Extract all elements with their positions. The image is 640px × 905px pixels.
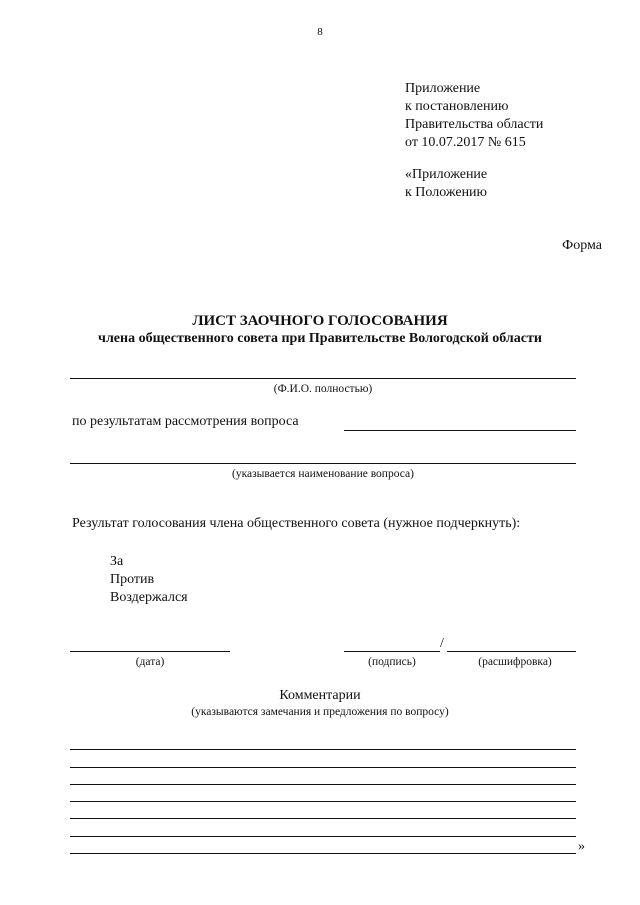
signature-caption: (подпись) bbox=[368, 656, 416, 668]
comment-line[interactable] bbox=[70, 784, 576, 785]
comment-line[interactable] bbox=[70, 836, 576, 837]
appendix-line: Правительства области bbox=[405, 117, 544, 132]
closing-quote: » bbox=[578, 839, 585, 854]
decode-line[interactable] bbox=[447, 651, 576, 652]
comment-line[interactable] bbox=[70, 767, 576, 768]
question-caption: (указывается наименование вопроса) bbox=[232, 468, 414, 480]
form-label: Форма bbox=[562, 238, 602, 253]
appendix-line: к Положению bbox=[405, 185, 488, 200]
appendix-gap bbox=[405, 152, 543, 166]
vote-option-for[interactable]: За bbox=[110, 554, 124, 569]
comment-line[interactable] bbox=[70, 801, 576, 802]
comment-line[interactable] bbox=[70, 853, 576, 854]
comment-line[interactable] bbox=[70, 818, 576, 819]
comments-title: Комментарии bbox=[279, 688, 361, 703]
appendix-block bbox=[405, 80, 543, 202]
result-label: Результат голосования члена общественного совета (нужное подчеркнуть): bbox=[72, 516, 521, 531]
vote-option-against[interactable]: Против bbox=[110, 572, 155, 587]
vote-options bbox=[110, 553, 188, 607]
comment-line[interactable] bbox=[70, 749, 576, 750]
page-number: 8 bbox=[317, 26, 323, 38]
date-caption: (дата) bbox=[135, 656, 165, 668]
fio-line[interactable] bbox=[70, 378, 576, 379]
question-line-short[interactable] bbox=[344, 430, 576, 431]
vote-option-abstain[interactable]: Воздержался bbox=[110, 590, 188, 605]
appendix-line: «Приложение bbox=[405, 167, 488, 182]
document-title: ЛИСТ ЗАОЧНОГО ГОЛОСОВАНИЯ bbox=[192, 313, 448, 329]
signature-line[interactable] bbox=[344, 651, 440, 652]
document-subtitle: члена общественного совета при Правительстве Вологодской области bbox=[98, 331, 542, 346]
appendix-line: Приложение bbox=[405, 81, 481, 96]
question-label: по результатам рассмотрения вопроса bbox=[72, 414, 299, 429]
decode-caption: (расшифровка) bbox=[478, 656, 552, 668]
appendix-line: от 10.07.2017 № 615 bbox=[405, 135, 526, 150]
fio-caption: (Ф.И.О. полностью) bbox=[273, 383, 373, 395]
date-line[interactable] bbox=[70, 651, 230, 652]
comments-caption: (указываются замечания и предложения по вопросу) bbox=[191, 706, 449, 718]
signature-slash: / bbox=[440, 636, 444, 651]
appendix-line: к постановлению bbox=[405, 99, 509, 114]
question-line[interactable] bbox=[70, 463, 576, 464]
